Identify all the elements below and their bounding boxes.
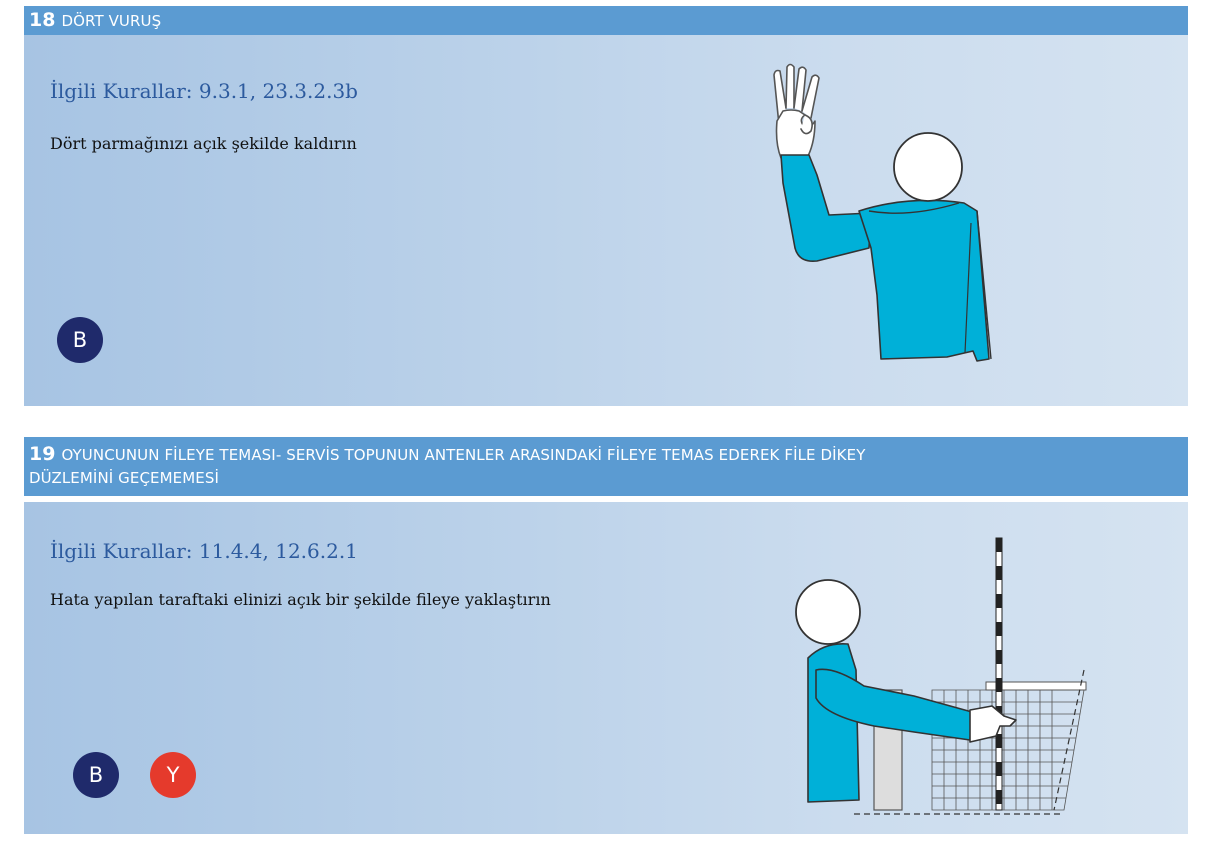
section-body [24, 35, 1188, 406]
section-body [24, 502, 1188, 834]
section-title-line-2: DÜZLEMİNİ GEÇEMEMESİ [29, 469, 219, 487]
section-title-line-1 [29, 443, 1188, 467]
four-fingers-raised-icon [759, 63, 1019, 363]
signal-description: Hata yapılan taraftaki elinizi açık bir şekilde fileye yaklaştırın [50, 590, 551, 609]
signal-section-18 [24, 6, 1188, 406]
hand-toward-net-icon [764, 530, 1104, 830]
section-title: OYUNCUNUN FİLEYE TEMASI- SERVİS TOPUNUN ANTENLER ARASINDAKİ FİLEYE TEMAS EDEREK FİLE DİKEY [61, 446, 866, 464]
section-header [24, 6, 1188, 35]
related-rules: İlgili Kurallar: 9.3.1, 23.3.2.3b [50, 79, 358, 103]
section-header [24, 437, 1188, 496]
section-number: 18 [29, 9, 56, 31]
referee-badge-b: B [57, 317, 103, 363]
section-number: 19 [29, 443, 56, 465]
section-title: DÖRT VURUŞ [61, 12, 162, 30]
signal-section-19 [24, 437, 1188, 834]
referee-badge-b: B [73, 752, 119, 798]
related-rules: İlgili Kurallar: 11.4.4, 12.6.2.1 [50, 539, 358, 563]
referee-badge-y: Y [150, 752, 196, 798]
signal-description: Dört parmağınızı açık şekilde kaldırın [50, 134, 357, 153]
